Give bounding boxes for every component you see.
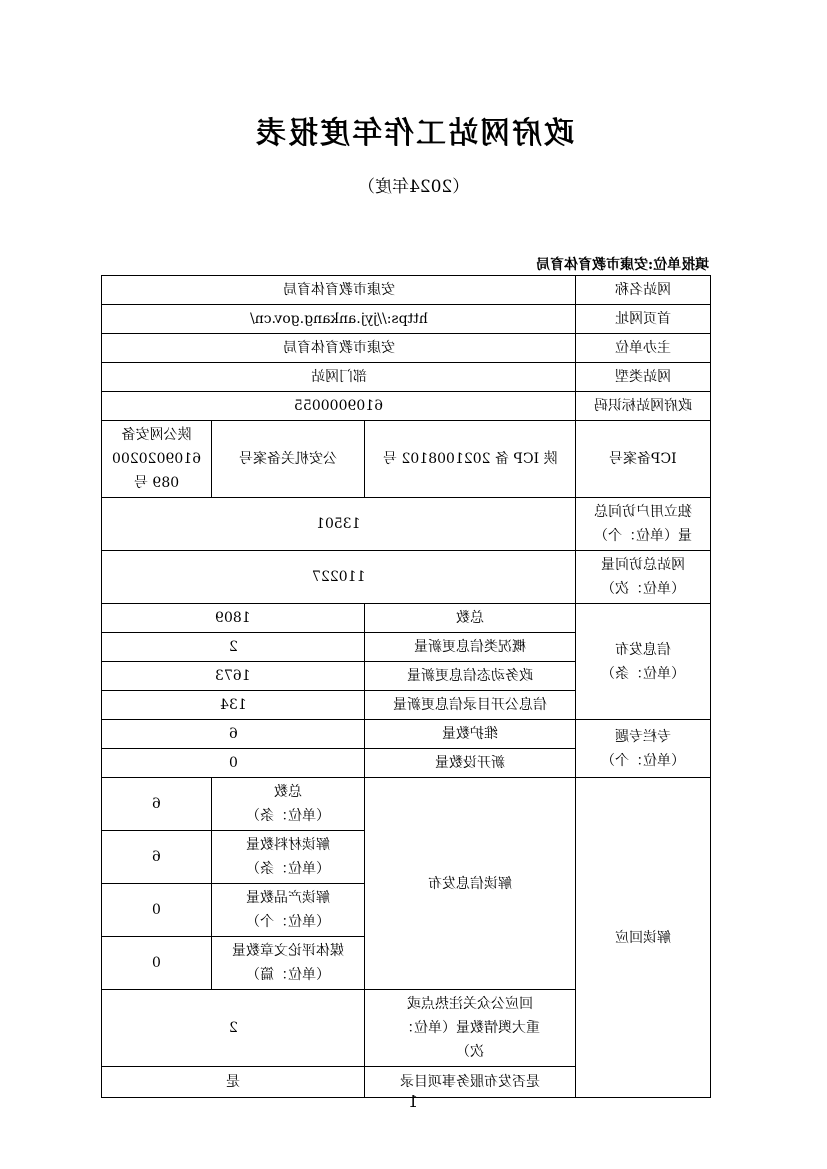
- site-type-value: 部门网站: [102, 363, 576, 392]
- table-row: [102, 392, 711, 421]
- interpret-sub-label: 解读信息发布: [365, 778, 576, 990]
- service-catalog-label: 是否发布服务事项目录: [365, 1067, 576, 1098]
- site-name-label: 网站名称: [576, 276, 711, 305]
- visits-value: 110227: [102, 551, 576, 604]
- table-row: [102, 305, 711, 334]
- report-table: [101, 275, 711, 1098]
- table-row: [102, 363, 711, 392]
- page-number: 1: [408, 1092, 419, 1111]
- police-record-label: 公安机关备案号: [212, 421, 365, 498]
- table-row: [102, 498, 711, 551]
- table-row: [102, 604, 711, 633]
- site-type-label: 网站类型: [576, 363, 711, 392]
- interpret-product-label: 解读产品数量 （单位：个）: [212, 884, 365, 937]
- interpret-material-value: 6: [102, 831, 212, 884]
- special-label: 专栏专题 （单位：个）: [576, 720, 711, 778]
- special-maintain-label: 维护数量: [365, 720, 576, 749]
- info-label: 信息发布 （单位：条）: [576, 604, 711, 720]
- info-total-value: 1809: [102, 604, 365, 633]
- site-id-value: 6109000055: [102, 392, 576, 421]
- response-value: 2: [102, 990, 365, 1067]
- info-catalog-label: 信息公开目录信息更新量: [365, 691, 576, 720]
- visits-label: 网站总访问量 （单位：次）: [576, 551, 711, 604]
- table-row: [102, 276, 711, 305]
- response-label: 回应公众关注热点或 重大舆情数量（单位： 次）: [365, 990, 576, 1067]
- table-row: [102, 551, 711, 604]
- table-row: [102, 720, 711, 749]
- interpret-total-value: 6: [102, 778, 212, 831]
- page-title: 政府网站工作年度报表: [253, 116, 574, 151]
- info-overview-label: 概况类信息更新量: [365, 633, 576, 662]
- visitors-label: 独立用户访问总 量（单位：个）: [576, 498, 711, 551]
- table-row: [102, 778, 711, 831]
- info-news-value: 1673: [102, 662, 365, 691]
- visitors-value: 13501: [102, 498, 576, 551]
- icp-value: 陕 ICP 备 2021008102 号: [365, 421, 576, 498]
- table-row: [102, 421, 711, 498]
- page-subtitle: （2024年度）: [357, 177, 470, 197]
- info-news-label: 政务动态信息更新量: [365, 662, 576, 691]
- table-row: [102, 334, 711, 363]
- interpret-material-label: 解读材料数量 （单位：条）: [212, 831, 365, 884]
- special-new-label: 新开设数量: [365, 749, 576, 778]
- interpret-total-label: 总数 （单位：条）: [212, 778, 365, 831]
- info-total-label: 总数: [365, 604, 576, 633]
- sponsor-value: 安康市教育体育局: [102, 334, 576, 363]
- special-new-value: 0: [102, 749, 365, 778]
- homepage-label: 首页网址: [576, 305, 711, 334]
- interpret-media-label: 媒体评论文章数量 （单位：篇）: [212, 937, 365, 990]
- site-id-label: 政府网站标识码: [576, 392, 711, 421]
- site-name-value: 安康市教育体育局: [102, 276, 576, 305]
- sponsor-label: 主办单位: [576, 334, 711, 363]
- special-maintain-value: 6: [102, 720, 365, 749]
- interpret-product-value: 0: [102, 884, 212, 937]
- icp-label: ICP备案号: [576, 421, 711, 498]
- info-overview-value: 2: [102, 633, 365, 662]
- homepage-value: https://jyj.ankang.gov.cn/: [102, 305, 576, 334]
- police-record-value: 陕公网安备 6109020200 089 号: [102, 421, 212, 498]
- interpret-media-value: 0: [102, 937, 212, 990]
- service-catalog-value: 是: [102, 1067, 365, 1098]
- interpret-label: 解读回应: [576, 778, 711, 1098]
- info-catalog-value: 134: [102, 691, 365, 720]
- filler-unit: 填报单位:安康市教育体育局: [535, 257, 709, 273]
